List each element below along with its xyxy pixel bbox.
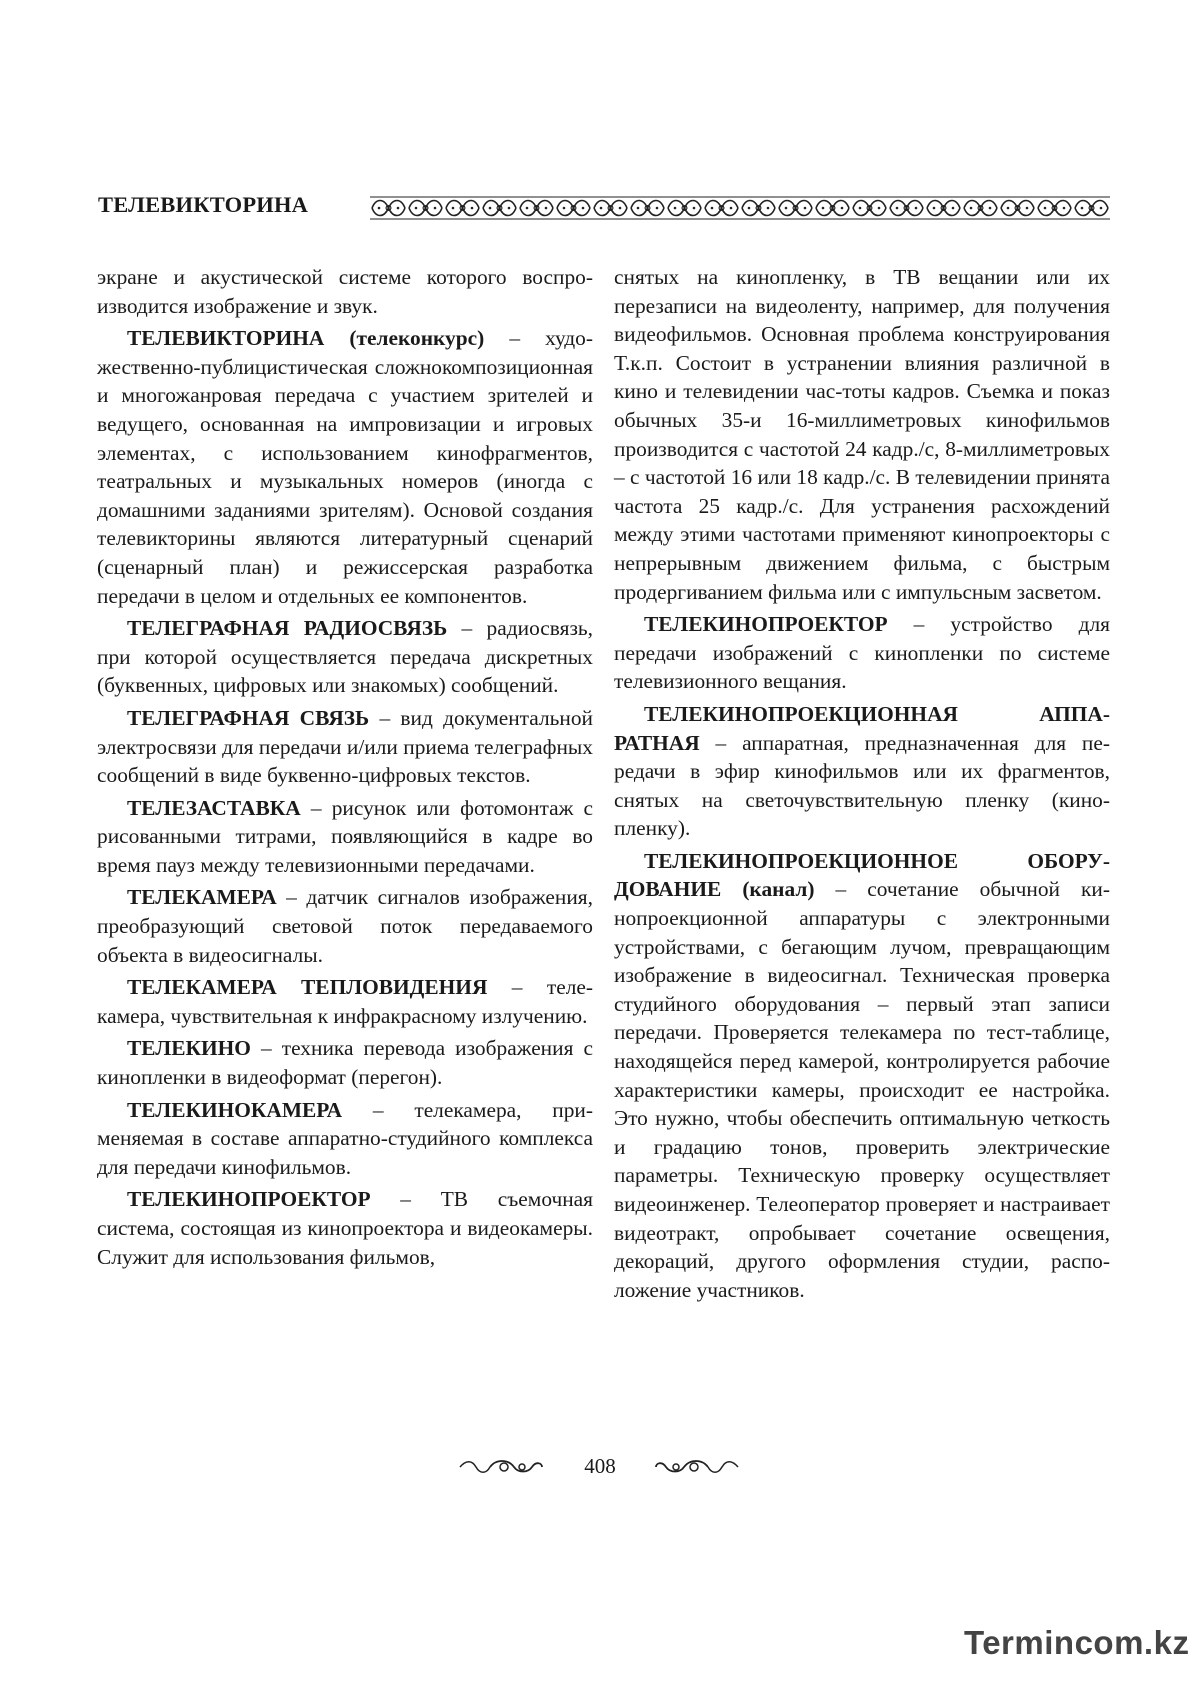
entry-definition: – радиосвязь, при которой осуществляется передача дискретных (буквенных, цифровых или знакомых) сообщений. — [97, 616, 594, 698]
entry-term: ТЕЛЕКИНОПРОЕКТОР — [127, 1187, 371, 1212]
running-title: ТЕЛЕВИКТОРИНА — [98, 192, 309, 217]
dictionary-entry — [97, 324, 593, 610]
entry-definition: – устройство для передачи изображений с кинопленки по системе телевизионного вещания. — [614, 612, 1110, 694]
entry-definition: – аппаратная, предназначенная для передачи в эфир кинофильмов или их фрагментов, снятых на светочувствительную пленку (кинопленку). — [614, 730, 1110, 841]
entry-definition: – датчик сигналов изображения, преобразующий световой поток передаваемого объекта в видеосигналы. — [97, 885, 593, 967]
entry-term: ТЕЛЕКИНОПРОЕКЦИОННОЕ ОБОРУДОВАНИЕ (канал) — [614, 848, 1110, 902]
entry-term: ТЕЛЕКАМЕРА — [127, 885, 277, 910]
paragraph: экране и акустической системе которого воспроизводится изображение и звук. — [97, 265, 593, 318]
left-column — [97, 263, 593, 1271]
entry-definition: – ТВ съемочная система, состоящая из кинопроектора и видеокамеры. Служит для использования фильмов, — [97, 1187, 593, 1269]
dictionary-entry — [97, 1185, 593, 1271]
dictionary-entry — [97, 794, 593, 880]
dictionary-entry — [97, 1034, 593, 1091]
dictionary-entry — [97, 1096, 593, 1182]
entry-definition: – рисунок или фотомонтаж с рисованными титрами, появляющийся в кадре во время пауз между телевизионными передачами. — [97, 795, 593, 877]
page-footer — [0, 1446, 1191, 1486]
dictionary-entry — [614, 700, 1110, 843]
footer-ornament-left-icon — [456, 1456, 546, 1478]
dictionary-entry — [614, 610, 1110, 696]
running-head — [98, 192, 1110, 228]
entry-term: ТЕЛЕКИНОКАМЕРА — [127, 1097, 343, 1122]
watermark-text: Termincom.kz — [964, 1624, 1190, 1661]
entry-term: ТЕЛЕКИНОПРОЕКЦИОННАЯ АППАРАТНАЯ — [614, 701, 1110, 755]
dictionary-entry — [97, 614, 593, 700]
watermark-logo — [964, 1620, 1190, 1668]
entry-term: ТЕЛЕГРАФНАЯ РАДИОСВЯЗЬ — [127, 616, 448, 641]
entry-definition: – телекамера, чувствительная к инфракрасному излучению. — [97, 975, 593, 1028]
page-number: 408 — [584, 1454, 616, 1478]
entry-term: ТЕЛЕВИКТОРИНА (телеконкурс) — [127, 326, 485, 351]
right-column — [614, 263, 1110, 1304]
dictionary-entry — [97, 704, 593, 790]
entry-term: ТЕЛЕКИНО — [127, 1036, 251, 1061]
entry-term: ТЕЛЕКАМЕРА ТЕПЛОВИДЕНИЯ — [127, 975, 488, 1000]
entry-term: ТЕЛЕКИНОПРОЕКТОР — [644, 612, 888, 637]
dictionary-entry — [97, 973, 593, 1030]
entry-term: ТЕЛЕЗАСТАВКА — [127, 795, 301, 820]
entry-term: ТЕЛЕГРАФНАЯ СВЯЗЬ — [127, 705, 370, 730]
entry-definition: – техника перевода изображения с кинопленки в видеоформат (перегон). — [97, 1036, 593, 1090]
paragraph: снятых на кинопленку, в ТВ вещании или их перезаписи на видеоленту, например, для получения видеофильмов. Основная проблема конструирования Т.к.п. Состоит в устранении влияния различной в кино и телевидении час-тоты кадров. Съемка и показ обычных 35-и 16-миллиметровых кинофильмов производится с частотой 24 кадр./с, 8-миллиметровых – с частотой 16 или 18 кадр./с. В телевидении принята частота 25 кадр./с. Для устранения расхождений между этими частотами применяют кинопроекторы с непрерывным движением фильма, с быстрым продергиванием фильма или с импульсным засветом. — [614, 265, 1110, 604]
footer-ornament-right-icon — [652, 1456, 742, 1478]
entry-definition: – сочетание обычной кинопроекционной аппаратуры с электронными устройствами, с бегающим лучом, превращающим изображение в видеосигнал. Техническая проверка студийного оборудования – первый этап записи передачи. Проверяется телекамера по тест-таблице, находящейся перед камерой, контролируется рабочие характеристики камеры, происходит ее настройка. Это нужно, чтобы обеспечить оптимальную четкость и градацию тонов, проверить электрические параметры. Техническую проверку осуществляет видеоинженер. Телеоператор проверяет и настраивает видеотракт, опробывает сочетание освещения, декораций, другого оформления студии, расположение участников. — [614, 877, 1110, 1302]
dictionary-entry — [614, 847, 1110, 1305]
entry-definition: – телекамера, применяемая в составе аппаратно-студийного комплекса для передачи кинофильмов. — [97, 1097, 593, 1179]
entry-definition: – художественно-публицистическая сложнокомпозиционная и многожанровая передача с участием зрителей и ведущего, основанная на импровизации и игровых элементах, с использованием кинофрагментов, театральных и музыкальных номеров (иногда с домашними заданиями зрителям). Основой создания телевикторины являются литературный сценарий (сценарный план) и режиссерская разработка передачи в целом и отдельных ее компонентов. — [97, 326, 593, 608]
dictionary-entry — [97, 883, 593, 969]
ornament-band-icon — [370, 196, 1110, 220]
entry-definition: – вид документальной электросвязи для передачи и/или приема телеграфных сообщений в виде буквенно-цифровых текстов. — [97, 705, 593, 788]
